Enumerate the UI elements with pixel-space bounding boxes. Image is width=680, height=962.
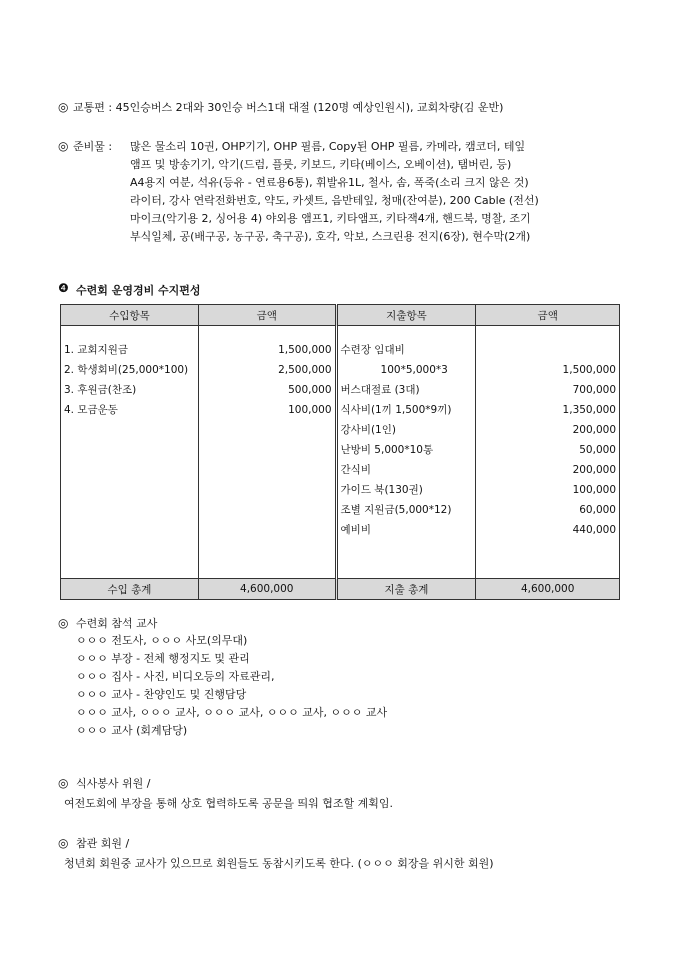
expense-item: 예비비	[340, 524, 371, 536]
supplies-line: 라이터, 강사 연락전화번호, 약도, 카셋트, 음반테잎, 청매(잔여분), 200 Cable (전선)	[130, 194, 539, 207]
supplies-label: 준비물 :	[73, 140, 113, 153]
expense-item: 식사비(1끼 1,500*9끼)	[340, 404, 452, 416]
expense-total-label: 지출 총계	[336, 579, 476, 600]
expense-amount: 60,000	[579, 504, 616, 516]
supplies-list	[130, 138, 630, 246]
supplies-line: 부식일체, 공(배구공, 농구공, 축구공), 호각, 악보, 스크린용 전지(6장), 현수막(2개)	[130, 230, 531, 243]
expense-items-cell	[336, 326, 476, 579]
staff-list	[76, 632, 387, 740]
expense-amount: 440,000	[572, 524, 616, 536]
observers-bullet-icon: ◎	[58, 836, 69, 850]
expense-amount: 100,000	[572, 484, 616, 496]
staff-bullet-icon: ◎	[58, 616, 69, 630]
expense-amount: 50,000	[579, 444, 616, 456]
staff-line: ㅇㅇㅇ 교사 - 찬양인도 및 진행담당	[76, 688, 247, 701]
income-amount: 2,500,000	[278, 364, 332, 376]
expense-amount: 200,000	[572, 424, 616, 436]
expense-amounts-cell	[476, 326, 620, 579]
income-item: 1. 교회지원금	[64, 344, 129, 356]
supplies-bullet-icon: ◎	[58, 139, 69, 153]
staff-line: ㅇㅇㅇ 전도사, ㅇㅇㅇ 사모(의무대)	[76, 634, 248, 647]
expense-item: 수련장 임대비	[340, 344, 405, 356]
expense-item: 버스대절료 (3대)	[340, 384, 420, 396]
supplies-line: 앰프 및 방송기기, 악기(드럼, 플룻, 키보드, 키타(베이스, 오베이션), 탬버린, 등)	[130, 158, 512, 171]
budget-total-row	[61, 579, 620, 600]
transport-text: 교통편 : 45인승버스 2대와 30인승 버스1대 대절 (120명 예상인원시), 교회차량(김 운반)	[73, 101, 504, 114]
expense-item: 간식비	[340, 464, 371, 476]
income-amount-header: 금액	[198, 305, 336, 326]
income-amounts-cell	[198, 326, 336, 579]
staff-line: ㅇㅇㅇ 교사 (회계담당)	[76, 724, 188, 737]
transport-bullet-icon: ◎	[58, 100, 69, 114]
income-amount: 500,000	[288, 384, 332, 396]
budget-header-row	[61, 305, 620, 326]
income-item-header: 수입항목	[61, 305, 199, 326]
expense-amount: 200,000	[572, 464, 616, 476]
staff-line: ㅇㅇㅇ 부장 - 전체 행정지도 및 관리	[76, 652, 250, 665]
staff-title: 수련회 참석 교사	[76, 617, 158, 630]
meal-title: 식사봉사 위원 /	[76, 777, 151, 790]
budget-bullet-icon: ❹	[58, 281, 69, 295]
supplies-line: 마이크(악기용 2, 싱어용 4) 야외용 앰프1, 키타앰프, 키타잭4개, 핸드북, 명찰, 조기	[130, 212, 531, 225]
expense-item: 100*5,000*3	[380, 364, 448, 376]
income-amount: 1,500,000	[278, 344, 332, 356]
budget-body-row	[61, 326, 620, 579]
expense-amount-header: 금액	[476, 305, 620, 326]
budget-table	[60, 304, 620, 600]
expense-item: 강사비(1인)	[340, 424, 396, 436]
meal-text: 여전도회에 부장을 통해 상호 협력하도록 공문을 띄워 협조할 계획임.	[64, 797, 393, 810]
supplies-line: 많은 물소리 10권, OHP기기, OHP 필름, Copy된 OHP 필름, 카메라, 캠코더, 테잎	[130, 140, 526, 153]
income-item: 4. 모금운동	[64, 404, 118, 416]
expense-amount	[479, 340, 616, 360]
expense-amount: 1,500,000	[562, 364, 616, 376]
income-total: 4,600,000	[198, 579, 336, 600]
expense-amount: 1,350,000	[562, 404, 616, 416]
supplies-line: A4용지 여분, 석유(등유 - 연료용6통), 휘발유1L, 철사, 솜, 폭죽(소리 크지 않은 것)	[130, 176, 529, 189]
income-item: 2. 학생회비(25,000*100)	[64, 364, 189, 376]
expense-total: 4,600,000	[476, 579, 620, 600]
meal-bullet-icon: ◎	[58, 776, 69, 790]
observers-text: 청년회 회원중 교사가 있으므로 회원들도 동참시키도록 한다. (ㅇㅇㅇ 회장을 위시한 회원)	[64, 857, 494, 870]
income-items-cell	[61, 326, 199, 579]
budget-title: 수련회 운영경비 수지편성	[76, 284, 201, 297]
observers-title: 참관 회원 /	[76, 837, 130, 850]
income-item: 3. 후원금(찬조)	[64, 384, 137, 396]
income-amount: 100,000	[288, 404, 332, 416]
expense-item: 난방비 5,000*10통	[340, 444, 434, 456]
income-total-label: 수입 총계	[61, 579, 199, 600]
expense-amount: 700,000	[572, 384, 616, 396]
staff-line: ㅇㅇㅇ 집사 - 사진, 비디오등의 자료관리,	[76, 670, 275, 683]
expense-item-header: 지출항목	[336, 305, 476, 326]
expense-item: 가이드 북(130권)	[340, 484, 423, 496]
staff-line: ㅇㅇㅇ 교사, ㅇㅇㅇ 교사, ㅇㅇㅇ 교사, ㅇㅇㅇ 교사, ㅇㅇㅇ 교사	[76, 706, 388, 719]
expense-item: 조별 지원금(5,000*12)	[340, 504, 452, 516]
